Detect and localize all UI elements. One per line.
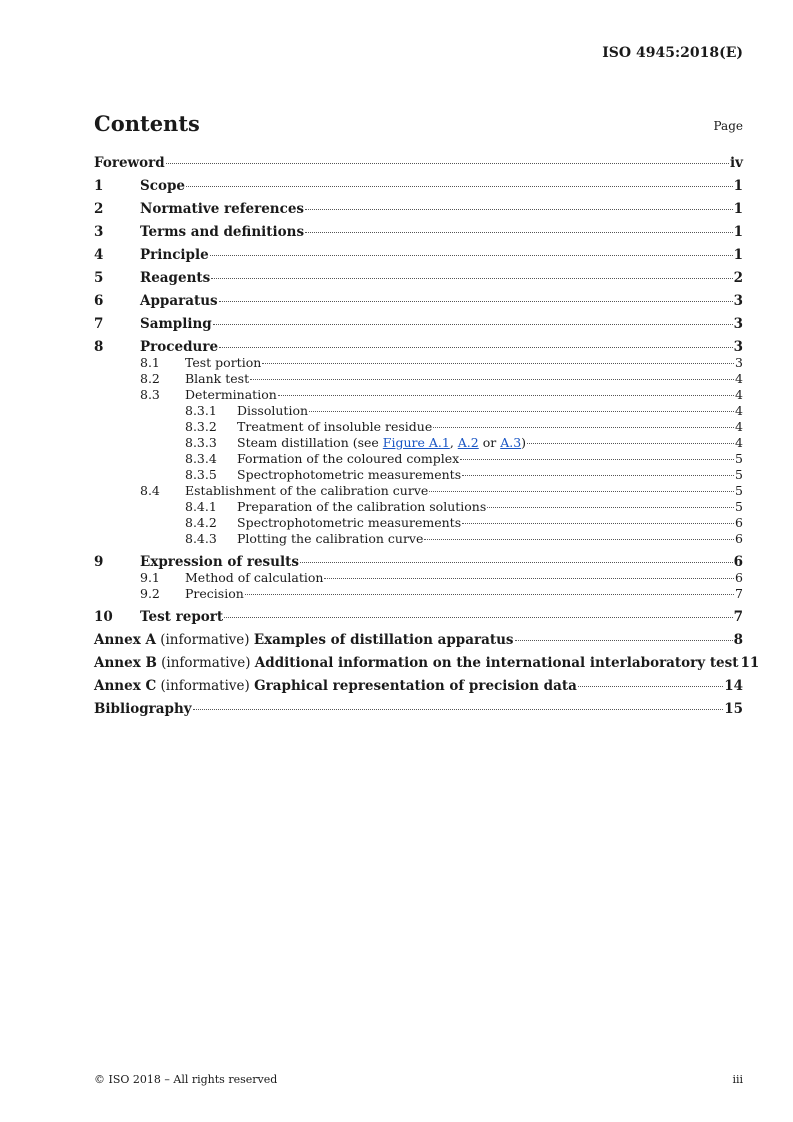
dot-leader	[166, 163, 729, 164]
toc-entry-formation-of-coloured-complex[interactable]	[94, 451, 743, 467]
dot-leader	[245, 594, 734, 595]
toc-label: Expression of results	[140, 554, 299, 570]
toc-page: 3	[733, 339, 743, 355]
toc-label: Sampling	[140, 316, 212, 332]
toc-label	[94, 632, 514, 648]
toc-entry-terms-and-definitions[interactable]	[94, 224, 743, 240]
toc-number: 4	[94, 247, 104, 263]
toc-label: Test report	[140, 609, 224, 625]
toc-entry-test-report[interactable]	[94, 609, 743, 625]
toc-label: Dissolution	[237, 403, 309, 418]
toc-label: Treatment of insoluble residue	[237, 419, 433, 434]
toc-entry-apparatus[interactable]	[94, 293, 743, 309]
dot-leader	[578, 686, 723, 687]
toc-page: 11	[740, 655, 760, 671]
toc-label-post: )	[521, 435, 527, 450]
annex-kind: (informative)	[156, 655, 255, 671]
toc-number: 9.2	[140, 586, 160, 601]
dot-leader	[219, 347, 733, 348]
dot-leader	[515, 640, 733, 641]
dot-leader	[193, 709, 724, 710]
dot-leader	[278, 395, 734, 396]
toc-label: Precision	[185, 586, 244, 601]
document-id: ISO 4945:2018(E)	[602, 45, 743, 61]
figure-a3-link[interactable]: A.3	[500, 435, 522, 450]
annex-title: Graphical representation of precision data	[254, 678, 577, 694]
page-number: iii	[732, 1073, 743, 1086]
toc-number: 3	[94, 224, 104, 240]
dot-leader	[262, 363, 734, 364]
toc-entry-blank-test[interactable]	[94, 371, 743, 387]
toc-entry-dissolution[interactable]	[94, 403, 743, 419]
toc-entry-procedure[interactable]	[94, 339, 743, 355]
toc-label: Method of calculation	[185, 570, 324, 585]
dot-leader	[462, 475, 734, 476]
toc-page: 3	[735, 355, 743, 370]
toc-entry-spectrophotometric-measurements-2[interactable]	[94, 515, 743, 531]
toc-label: Reagents	[140, 270, 211, 286]
toc-label-pre: Steam distillation (see	[237, 435, 383, 450]
toc-number: 8.3.5	[185, 467, 217, 482]
toc-number: 5	[94, 270, 104, 286]
toc-label	[237, 435, 526, 451]
toc-number: 9.1	[140, 570, 160, 585]
toc-number: 8.4	[140, 483, 160, 498]
toc-page: 3	[733, 316, 743, 332]
toc-number: 8.4.1	[185, 499, 217, 514]
annex-kind: (informative)	[156, 678, 255, 694]
dot-leader	[219, 301, 733, 302]
toc-page: 1	[733, 247, 743, 263]
toc-entry-reagents[interactable]	[94, 270, 743, 286]
toc-page: 15	[724, 701, 743, 717]
annex-prefix: Annex B	[94, 655, 157, 671]
toc-number: 8.3.2	[185, 419, 217, 434]
toc-number: 8.3.4	[185, 451, 217, 466]
dot-leader	[460, 459, 734, 460]
toc-entry-calibration-curve[interactable]	[94, 483, 743, 499]
toc-label	[94, 655, 739, 671]
toc-number: 8.3.1	[185, 403, 217, 418]
toc-page: 7	[733, 609, 743, 625]
toc-label-sep: ,	[449, 435, 458, 450]
toc-number: 7	[94, 316, 104, 332]
toc-entry-normative-references[interactable]	[94, 201, 743, 217]
toc-label: Scope	[140, 178, 186, 194]
dot-leader	[309, 411, 734, 412]
toc-entry-foreword[interactable]	[94, 155, 743, 171]
toc-number: 8.2	[140, 371, 160, 386]
toc-entry-determination[interactable]	[94, 387, 743, 403]
figure-a1-link[interactable]: Figure A.1	[382, 435, 450, 450]
annex-title: Examples of distillation apparatus	[253, 632, 514, 648]
toc-page: iv	[730, 155, 743, 171]
dot-leader	[433, 427, 734, 428]
toc-page: 1	[733, 178, 743, 194]
toc-number: 9	[94, 554, 104, 570]
toc-label: Procedure	[140, 339, 219, 355]
toc-label: Spectrophotometric measurements	[237, 467, 462, 482]
annex-prefix: Annex C	[94, 678, 157, 694]
toc-label-sep: or	[478, 435, 501, 450]
dot-leader	[429, 491, 734, 492]
toc-page: 4	[735, 435, 743, 450]
annex-title: Additional information on the international interlaboratory test	[254, 655, 739, 671]
toc-label: Foreword	[94, 155, 165, 171]
toc-label: Normative references	[140, 201, 305, 217]
annex-prefix: Annex A	[94, 632, 156, 648]
toc-label: Determination	[185, 387, 277, 402]
toc-page: 5	[735, 467, 743, 482]
toc-page: 4	[735, 419, 743, 434]
dot-leader	[300, 562, 733, 563]
toc-label: Test portion	[185, 355, 262, 370]
toc-number: 10	[94, 609, 113, 625]
dot-leader	[305, 232, 733, 233]
toc-number: 8.1	[140, 355, 160, 370]
toc-entry-steam-distillation[interactable]	[94, 435, 743, 451]
toc-page: 14	[724, 678, 743, 694]
toc-label: Blank test	[185, 371, 250, 386]
toc-number: 6	[94, 293, 104, 309]
toc-page: 5	[735, 483, 743, 498]
toc-label: Apparatus	[140, 293, 218, 309]
toc-page: 3	[733, 293, 743, 309]
toc-entry-preparation-of-calibration-solutions[interactable]	[94, 499, 743, 515]
toc-number: 8	[94, 339, 104, 355]
toc-entry-annex-b[interactable]	[94, 655, 760, 671]
toc-label: Plotting the calibration curve	[237, 531, 424, 546]
toc-label: Spectrophotometric measurements	[237, 515, 462, 530]
toc-page: 6	[735, 570, 743, 585]
toc-label: Terms and definitions	[140, 224, 305, 240]
table-of-contents	[94, 155, 760, 717]
toc-entry-plotting-calibration-curve[interactable]	[94, 531, 743, 547]
page-title: Contents	[94, 111, 200, 136]
toc-number: 8.4.2	[185, 515, 217, 530]
dot-leader	[527, 443, 734, 444]
toc-label: Formation of the coloured complex	[237, 451, 460, 466]
toc-entry-annex-c[interactable]	[94, 678, 743, 694]
toc-page: 8	[733, 632, 743, 648]
toc-label: Principle	[140, 247, 209, 263]
dot-leader	[462, 523, 734, 524]
toc-page: 7	[735, 586, 743, 601]
toc-page: 1	[733, 201, 743, 217]
toc-entry-expression-of-results[interactable]	[94, 554, 743, 570]
dot-leader	[210, 255, 733, 256]
toc-number: 8.3.3	[185, 435, 217, 450]
toc-entry-principle[interactable]	[94, 247, 743, 263]
toc-page: 4	[735, 403, 743, 418]
toc-number: 1	[94, 178, 104, 194]
toc-label: Bibliography	[94, 701, 192, 717]
toc-entry-annex-a[interactable]	[94, 632, 743, 648]
toc-entry-test-portion[interactable]	[94, 355, 743, 371]
toc-label: Establishment of the calibration curve	[185, 483, 429, 498]
dot-leader	[186, 186, 733, 187]
toc-page: 6	[733, 554, 743, 570]
toc-entry-bibliography[interactable]	[94, 701, 743, 717]
dot-leader	[211, 278, 732, 279]
dot-leader	[324, 578, 734, 579]
toc-entry-scope[interactable]	[94, 178, 743, 194]
toc-entry-sampling[interactable]	[94, 316, 743, 332]
toc-entry-spectrophotometric-measurements[interactable]	[94, 467, 743, 483]
toc-number: 8.4.3	[185, 531, 217, 546]
toc-entry-method-of-calculation[interactable]	[94, 570, 743, 586]
dot-leader	[224, 617, 732, 618]
copyright-notice: © ISO 2018 – All rights reserved	[94, 1073, 278, 1086]
toc-page: 2	[733, 270, 743, 286]
toc-page: 4	[735, 387, 743, 402]
annex-kind: (informative)	[155, 632, 254, 648]
toc-number: 8.3	[140, 387, 160, 402]
dot-leader	[250, 379, 734, 380]
dot-leader	[424, 539, 734, 540]
toc-number: 2	[94, 201, 104, 217]
toc-label	[94, 678, 577, 694]
toc-page: 5	[735, 451, 743, 466]
toc-page: 1	[733, 224, 743, 240]
dot-leader	[487, 507, 734, 508]
toc-page: 6	[735, 515, 743, 530]
toc-page: 4	[735, 371, 743, 386]
toc-page: 6	[735, 531, 743, 546]
toc-page: 5	[735, 499, 743, 514]
toc-entry-treatment-of-insoluble-residue[interactable]	[94, 419, 743, 435]
figure-a2-link[interactable]: A.2	[457, 435, 479, 450]
dot-leader	[213, 324, 733, 325]
toc-entry-precision[interactable]	[94, 586, 743, 602]
toc-label: Preparation of the calibration solutions	[237, 499, 487, 514]
page-column-label: Page	[713, 119, 743, 133]
dot-leader	[305, 209, 733, 210]
